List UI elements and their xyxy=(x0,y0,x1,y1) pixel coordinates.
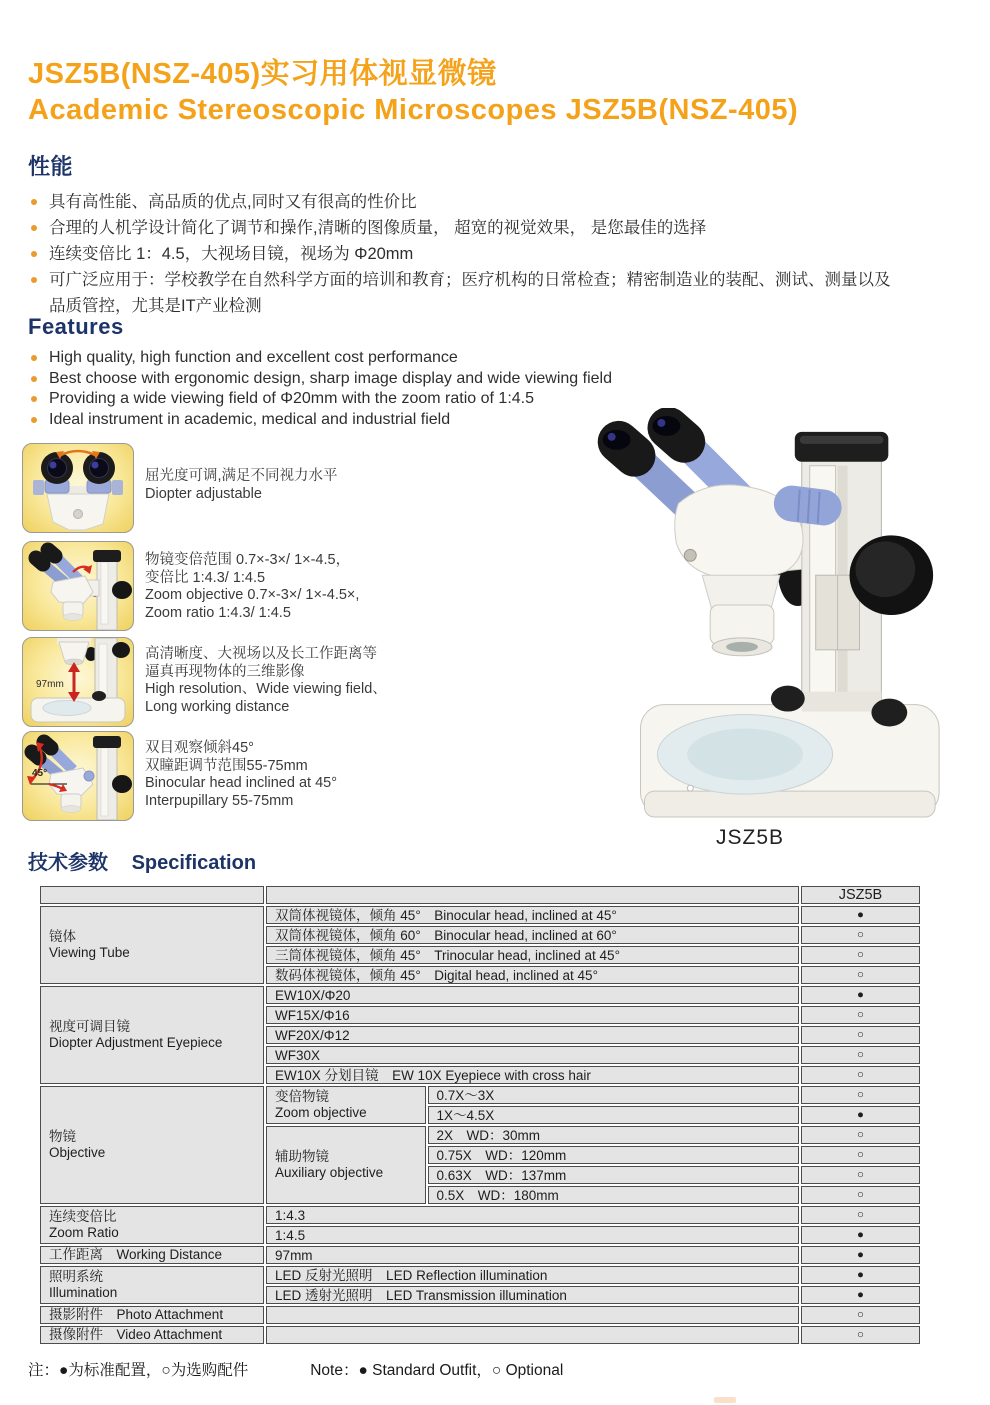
page-footer-artifact xyxy=(714,1397,736,1403)
spec-table xyxy=(38,884,922,1346)
bullet-item xyxy=(28,215,900,241)
caption-line: High resolution、Wide viewing field、 xyxy=(145,681,387,697)
thumbnail-working-distance-image xyxy=(22,637,134,727)
value-cell xyxy=(266,1326,799,1344)
category-cell xyxy=(40,886,264,904)
value-cell: 三筒体视镜体，倾角 45° Trinocular head, inclined at 45° xyxy=(266,946,799,964)
product-photo xyxy=(540,408,960,826)
diopter-caption xyxy=(145,468,565,503)
optional-mark: ○ xyxy=(801,1126,920,1144)
standard-mark: ● xyxy=(801,1106,920,1124)
bullet-icon xyxy=(31,251,37,257)
category-cell: 视度可调目镜 Diopter Adjustment Eyepiece xyxy=(40,986,264,1084)
bullet-icon xyxy=(31,376,37,382)
value-cell: 0.75X WD：120mm xyxy=(428,1146,799,1164)
optional-mark: ○ xyxy=(801,1166,920,1184)
value-cell: 97mm xyxy=(266,1246,799,1264)
thumbnail-zoom-image xyxy=(22,541,134,631)
value-cell: WF30X xyxy=(266,1046,799,1064)
title-english: Academic Stereoscopic Microscopes JSZ5B(NSZ-405) xyxy=(28,94,799,126)
specification-heading-en: Specification xyxy=(131,852,257,874)
diopter-adjust-illustration xyxy=(23,444,133,532)
caption-line: Interpupillary 55-75mm xyxy=(145,792,294,809)
value-cell: 1:4.5 xyxy=(266,1226,799,1244)
bullet-text: Best choose with ergonomic design, sharp image display and wide viewing field xyxy=(49,369,612,387)
optional-mark: ○ xyxy=(801,1066,920,1084)
column-header-cell: JSZ5B xyxy=(801,886,920,904)
bullet-item xyxy=(28,369,928,390)
page-title xyxy=(28,56,958,128)
angle-label: 45° xyxy=(32,768,48,779)
standard-mark: ● xyxy=(801,906,920,924)
optional-mark: ○ xyxy=(801,1086,920,1104)
optional-mark: ○ xyxy=(801,1046,920,1064)
working-distance-illustration xyxy=(23,638,133,726)
caption-line: 双瞳距调节范围55-75mm xyxy=(145,757,308,774)
category-cell: 摄影附件 Photo Attachment xyxy=(40,1306,264,1324)
inclination-illustration xyxy=(23,732,133,820)
subcategory-cell: 变倍物镜 Zoom objective xyxy=(266,1086,425,1124)
optional-mark: ○ xyxy=(801,1006,920,1024)
bullet-icon xyxy=(31,396,37,402)
performance-section xyxy=(28,150,928,319)
inclination-caption xyxy=(145,740,565,810)
table-row xyxy=(40,886,920,904)
caption-line: 变倍比 1:4.3/ 1:4.5 xyxy=(145,569,266,586)
value-cell: 1:4.3 xyxy=(266,1206,799,1224)
bullet-icon xyxy=(31,355,37,361)
caption-line: Diopter adjustable xyxy=(145,485,262,502)
legend-note-en: Note：● Standard Outfit，○ Optional xyxy=(310,1362,564,1379)
caption-line: 双目观察倾斜45° xyxy=(145,740,254,756)
optional-mark: ○ xyxy=(801,1186,920,1204)
optional-mark: ○ xyxy=(801,1306,920,1324)
product-figure xyxy=(540,408,960,850)
bullet-item xyxy=(28,241,900,267)
bullet-item xyxy=(28,389,928,410)
standard-mark: ● xyxy=(801,1246,920,1264)
optional-mark: ○ xyxy=(801,1146,920,1164)
value-cell: WF20X/Φ12 xyxy=(266,1026,799,1044)
table-row xyxy=(40,906,920,924)
table-row xyxy=(40,1266,920,1284)
value-cell: 2X WD：30mm xyxy=(428,1126,799,1144)
caption-line: Long working distance xyxy=(145,698,290,715)
features-heading: Features xyxy=(28,314,124,339)
value-cell: 双筒体视镜体，倾角 45° Binocular head, inclined at 45° xyxy=(266,906,799,924)
zoom-objective-illustration xyxy=(23,542,133,630)
table-row xyxy=(40,1326,920,1344)
caption-line: 逼真再现物体的三维影像 xyxy=(145,663,305,680)
value-cell xyxy=(266,1306,799,1324)
table-row xyxy=(40,1086,920,1104)
standard-mark: ● xyxy=(801,1266,920,1284)
caption-line: Binocular head inclined at 45° xyxy=(145,775,338,791)
category-cell: 物镜 Objective xyxy=(40,1086,264,1204)
performance-heading: 性能 xyxy=(28,154,74,179)
value-cell xyxy=(266,886,799,904)
zoom-caption xyxy=(145,552,565,622)
bullet-item xyxy=(28,267,900,319)
thumbnail-inclination-image xyxy=(22,731,134,821)
standard-mark: ● xyxy=(801,1286,920,1304)
bullet-text: High quality, high function and excellent cost performance xyxy=(49,349,458,366)
optional-mark: ○ xyxy=(801,1326,920,1344)
value-cell: EW10X 分划目镜 EW 10X Eyepiece with cross hair xyxy=(266,1066,799,1084)
bullet-text: 连续变倍比 1：4.5，大视场目镜，视场为 Φ20mm xyxy=(49,245,414,263)
product-model-label: JSZ5B xyxy=(715,826,785,849)
thumbnail-diopter-image xyxy=(22,443,134,533)
legend-note-zh: 注：●为标准配置，○为选购配件 xyxy=(28,1362,249,1379)
optional-mark: ○ xyxy=(801,946,920,964)
table-row xyxy=(40,986,920,1004)
caption-line: Zoom ratio 1:4.3/ 1:4.5 xyxy=(145,604,291,621)
bullet-icon xyxy=(31,417,37,423)
bullet-item xyxy=(28,348,928,369)
table-row xyxy=(40,1246,920,1264)
standard-mark: ● xyxy=(801,986,920,1004)
working-distance-label: 97mm xyxy=(36,679,64,690)
bullet-item xyxy=(28,189,900,215)
bullet-icon xyxy=(31,277,37,283)
bullet-text: 具有高性能、高品质的优点,同时又有很高的性价比 xyxy=(49,193,417,211)
working-distance-caption xyxy=(145,646,565,716)
bullet-text: 合理的人机学设计简化了调节和操作,清晰的图像质量， 超宽的视觉效果， 是您最佳的选择 xyxy=(49,219,707,237)
performance-bullet-list xyxy=(28,189,928,319)
value-cell: WF15X/Φ16 xyxy=(266,1006,799,1024)
value-cell: 数码体视镜体，倾角 45° Digital head, inclined at 45° xyxy=(266,966,799,984)
subcategory-cell: 辅助物镜 Auxiliary objective xyxy=(266,1126,425,1204)
bullet-icon xyxy=(31,225,37,231)
title-chinese: JSZ5B(NSZ-405)实习用体视显微镜 xyxy=(28,58,497,90)
category-cell: 连续变倍比 Zoom Ratio xyxy=(40,1206,264,1244)
optional-mark: ○ xyxy=(801,966,920,984)
optional-mark: ○ xyxy=(801,1026,920,1044)
caption-line: Zoom objective 0.7×-3×/ 1×-4.5×, xyxy=(145,587,360,603)
caption-line: 屈光度可调,满足不同视力水平 xyxy=(145,468,338,484)
specification-heading-zh: 技术参数 xyxy=(28,852,108,874)
value-cell: LED 透射光照明 LED Transmission illumination xyxy=(266,1286,799,1304)
value-cell: 0.63X WD：137mm xyxy=(428,1166,799,1184)
table-row xyxy=(40,1306,920,1324)
category-cell: 镜体 Viewing Tube xyxy=(40,906,264,984)
value-cell: 双筒体视镜体，倾角 60° Binocular head, inclined at 60° xyxy=(266,926,799,944)
bullet-icon xyxy=(31,199,37,205)
value-cell: LED 反射光照明 LED Reflection illumination xyxy=(266,1266,799,1284)
caption-line: 高清晰度、大视场以及长工作距离等 xyxy=(145,646,377,662)
standard-mark: ● xyxy=(801,1226,920,1244)
category-cell: 工作距离 Working Distance xyxy=(40,1246,264,1264)
value-cell: 0.5X WD：180mm xyxy=(428,1186,799,1204)
value-cell: 0.7X～3X xyxy=(428,1086,799,1104)
optional-mark: ○ xyxy=(801,926,920,944)
value-cell: 1X～4.5X xyxy=(428,1106,799,1124)
bullet-text: Ideal instrument in academic, medical and industrial field xyxy=(49,410,451,428)
value-cell: EW10X/Φ20 xyxy=(266,986,799,1004)
category-cell: 摄像附件 Video Attachment xyxy=(40,1326,264,1344)
specification-heading xyxy=(28,846,256,875)
table-row xyxy=(40,1206,920,1224)
caption-line: 物镜变倍范围 0.7×-3×/ 1×-4.5， xyxy=(145,552,351,568)
bullet-text: Providing a wide viewing field of Φ20mm with the zoom ratio of 1:4.5 xyxy=(49,390,534,407)
optional-mark: ○ xyxy=(801,1206,920,1224)
category-cell: 照明系统 Illumination xyxy=(40,1266,264,1304)
bullet-text: 可广泛应用于：学校教学在自然科学方面的培训和教育；医疗机构的日常检查；精密制造业的装配、测试、测量以及品质管控，尤其是IT产业检测 xyxy=(49,271,891,315)
legend-note xyxy=(28,1358,563,1380)
